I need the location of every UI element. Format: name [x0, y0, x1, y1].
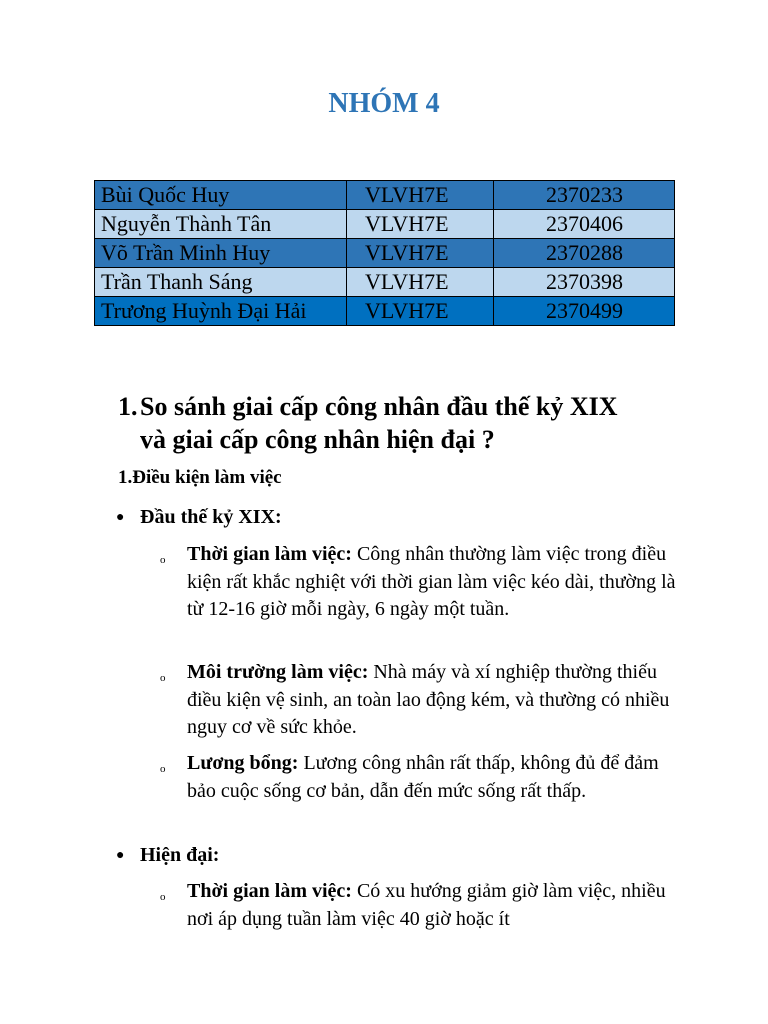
- section-heading-line1: So sánh giai cấp công nhân đầu thế kỷ XIX: [140, 392, 618, 421]
- table-row: [95, 239, 675, 268]
- member-id: 2370398: [494, 268, 675, 297]
- member-id: 2370499: [494, 297, 675, 326]
- bullet-icon: ●: [116, 848, 125, 864]
- member-class: VLVH7E: [347, 297, 494, 326]
- circle-bullet-icon: o: [160, 891, 166, 903]
- bullet-item: [116, 506, 282, 529]
- bullet-label: Hiện đại:: [140, 844, 220, 866]
- bullet-item: [116, 844, 219, 867]
- subsection-heading: 1.Điều kiện làm việc: [118, 467, 282, 488]
- section-number: 1.: [118, 392, 138, 421]
- member-class: VLVH7E: [347, 268, 494, 297]
- list-item: [160, 750, 680, 805]
- member-name: Nguyễn Thành Tân: [95, 210, 347, 239]
- member-name: Trương Huỳnh Đại Hải: [95, 297, 347, 326]
- item-label: Thời gian làm việc:: [187, 880, 352, 902]
- member-id: 2370406: [494, 210, 675, 239]
- list-item: [160, 659, 680, 742]
- member-id: 2370233: [494, 181, 675, 210]
- section-heading-line2: và giai cấp công nhân hiện đại ?: [140, 425, 495, 454]
- member-id: 2370288: [494, 239, 675, 268]
- page-title: NHÓM 4: [328, 88, 440, 119]
- member-name: Bùi Quốc Huy: [95, 181, 347, 210]
- member-name: Trần Thanh Sáng: [95, 268, 347, 297]
- member-name: Võ Trần Minh Huy: [95, 239, 347, 268]
- bullet-label: Đầu thế kỷ XIX:: [140, 506, 282, 528]
- item-text: Công nhân thường làm việc trong điều kiện rất khắc nghiệt với thời gian làm việc kéo dài, thường là từ 12-16 giờ mỗi ngày, 6 ngày một tuần.: [187, 543, 676, 620]
- item-text: Có xu hướng giảm giờ làm việc, nhiều nơi áp dụng tuần làm việc 40 giờ hoặc ít: [187, 880, 666, 930]
- circle-bullet-icon: o: [160, 763, 166, 775]
- list-item: [160, 541, 680, 624]
- table-row: [95, 181, 675, 210]
- item-text: Lương công nhân rất thấp, không đủ để đảm bảo cuộc sống cơ bản, dẫn đến mức sống rất thấp.: [187, 752, 659, 802]
- table-row: [95, 210, 675, 239]
- section-heading: [118, 390, 678, 456]
- circle-bullet-icon: o: [160, 554, 166, 566]
- circle-bullet-icon: o: [160, 672, 166, 684]
- item-label: Thời gian làm việc:: [187, 543, 352, 565]
- table-row: [95, 268, 675, 297]
- list-item: [160, 878, 680, 933]
- item-label: Lương bổng:: [187, 752, 299, 774]
- bullet-icon: ●: [116, 510, 125, 526]
- table-row: [95, 297, 675, 326]
- member-class: VLVH7E: [347, 181, 494, 210]
- member-class: VLVH7E: [347, 239, 494, 268]
- member-class: VLVH7E: [347, 210, 494, 239]
- item-label: Môi trường làm việc:: [187, 661, 369, 683]
- item-text: Nhà máy và xí nghiệp thường thiếu điều kiện vệ sinh, an toàn lao động kém, và thường có nhiều nguy cơ về sức khỏe.: [187, 661, 670, 738]
- members-table: [94, 180, 675, 326]
